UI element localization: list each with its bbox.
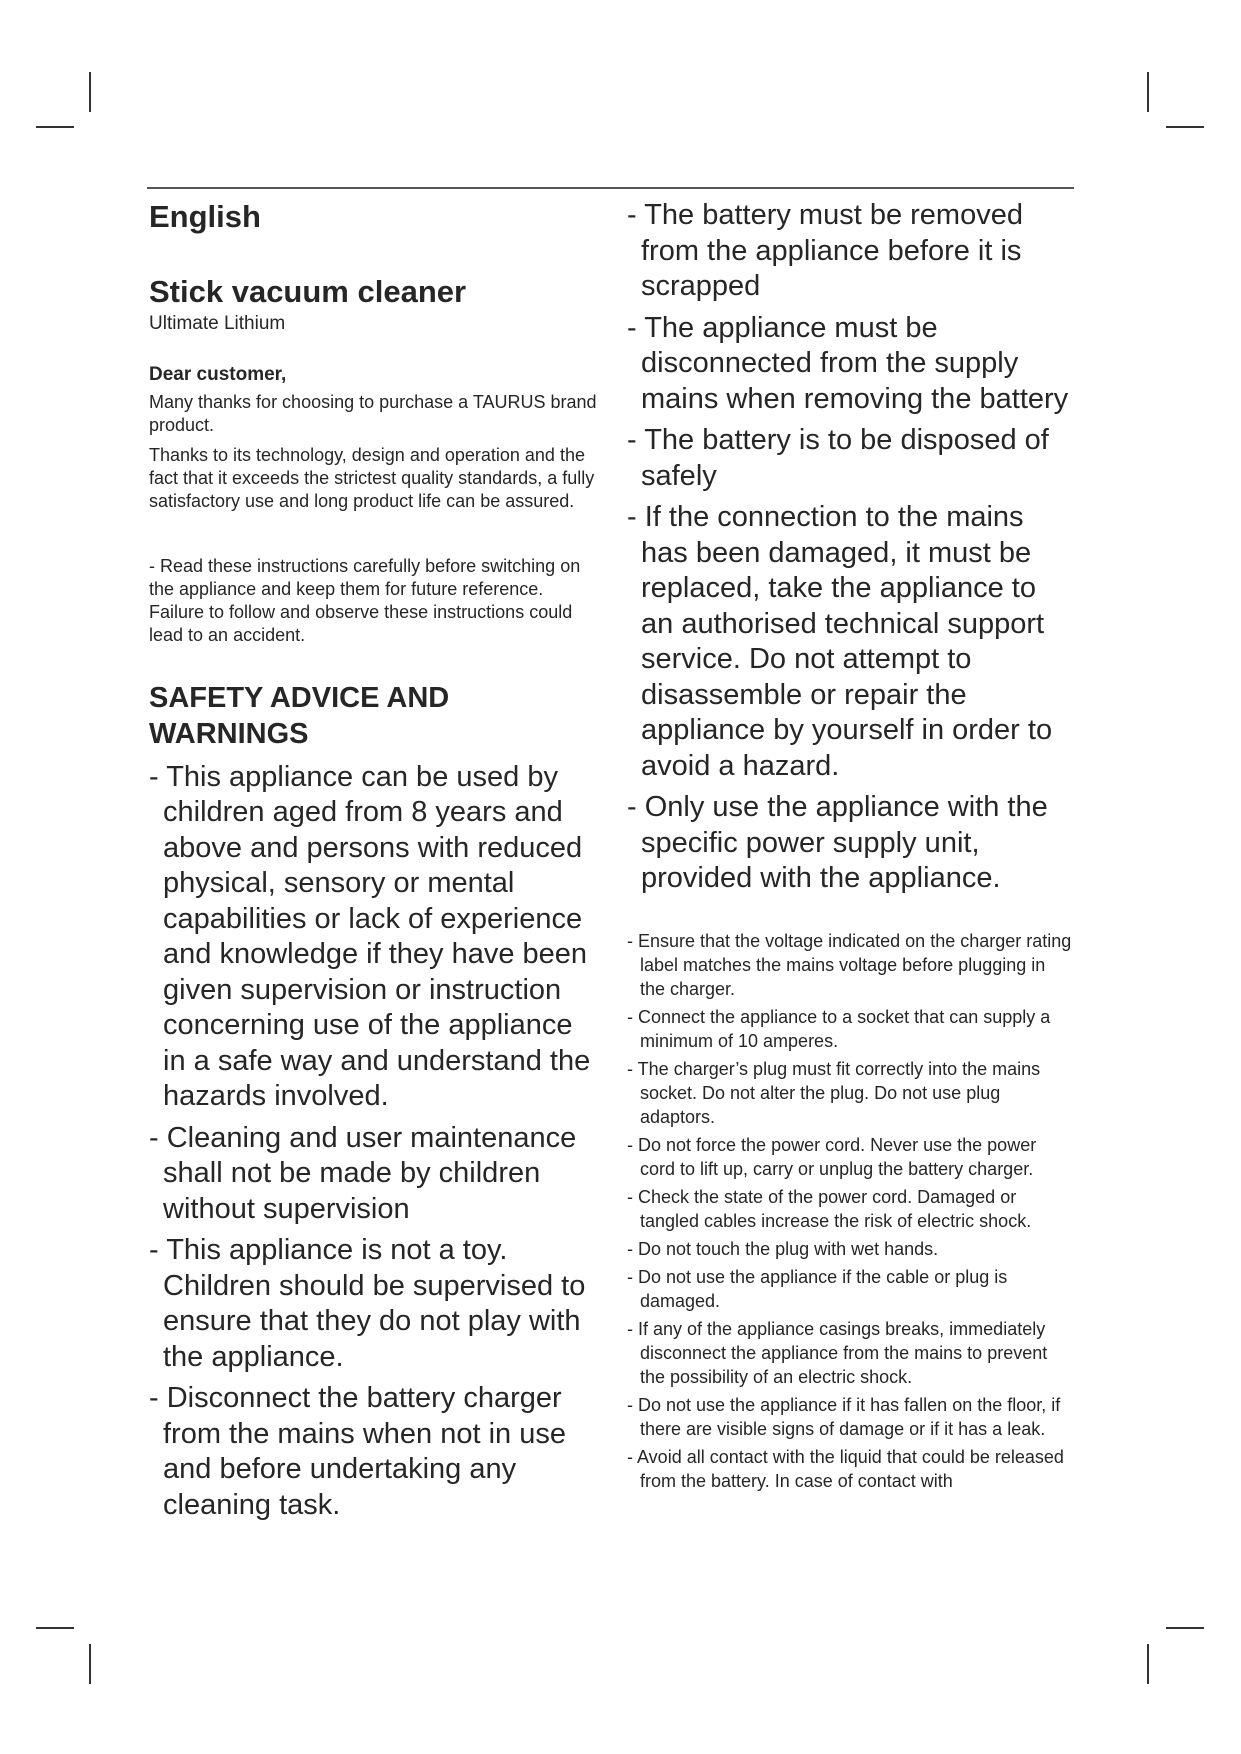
greeting: Dear customer, xyxy=(149,364,287,386)
warning-item: - The battery is to be disposed of safely xyxy=(627,424,1049,492)
left-warning-list xyxy=(149,760,601,1524)
crop-mark-bottom-right-horizontal xyxy=(1166,1627,1204,1629)
product-title: Stick vacuum cleaner xyxy=(149,274,467,310)
left-column xyxy=(149,198,601,1529)
crop-mark-top-left-vertical xyxy=(89,72,91,112)
warning-item-small: - The charger’s plug must fit correctly into the mains socket. Do not alter the plug. Do not use plug adaptors. xyxy=(627,1058,1041,1127)
crop-mark-bottom-left-vertical xyxy=(89,1644,91,1684)
warning-item-small: - Do not use the appliance if the cable or plug is damaged. xyxy=(627,1266,1008,1311)
header-rule xyxy=(147,187,1074,189)
warning-item-small: - Avoid all contact with the liquid that could be released from the battery. In case of contact with xyxy=(627,1446,1064,1491)
warning-item-small: - Ensure that the voltage indicated on the charger rating label matches the mains voltage before plugging in the charger. xyxy=(627,930,1072,999)
right-warning-list-large xyxy=(627,198,1075,897)
intro-paragraph: Many thanks for choosing to purchase a TAURUS brand product. xyxy=(149,391,597,435)
crop-mark-bottom-right-vertical xyxy=(1147,1644,1149,1684)
right-column xyxy=(627,198,1075,1497)
warning-item: - Cleaning and user maintenance shall not be made by children without supervision xyxy=(149,1121,577,1225)
warning-item-small: - Do not use the appliance if it has fallen on the floor, if there are visible signs of damage or if it has a leak. xyxy=(627,1394,1061,1439)
warning-item: - This appliance can be used by children aged from 8 years and above and persons with reduced physical, sensory or mental capabilities or lack of experience and knowledge if they have been given supervision or instruction concerning use of the appliance in a safe way and understand the hazards involved. xyxy=(149,760,591,1113)
intro-note: - Read these instructions carefully before switching on the appliance and keep them for future reference. Failure to follow and observe these instructions could lead to an accident. xyxy=(149,556,581,646)
model-name: Ultimate Lithium xyxy=(149,313,286,335)
warning-item: - The battery must be removed from the appliance before it is scrapped xyxy=(627,199,1023,302)
right-warning-list-small xyxy=(627,929,1075,1493)
warning-item: - Disconnect the battery charger from the mains when not in use and before undertaking any cleaning task. xyxy=(149,1382,566,1521)
warning-item: - This appliance is not a toy. Children should be supervised to ensure that they do not play with the appliance. xyxy=(149,1234,586,1373)
warning-item-small: - Do not touch the plug with wet hands. xyxy=(627,1238,939,1259)
crop-mark-top-right-vertical xyxy=(1147,72,1149,112)
warning-item-small: - If any of the appliance casings breaks, immediately disconnect the appliance from the mains to prevent the possibility of an electric shock. xyxy=(627,1318,1048,1387)
crop-mark-top-right-horizontal xyxy=(1166,126,1204,128)
warning-item-small: - Connect the appliance to a socket that can supply a minimum of 10 amperes. xyxy=(627,1006,1051,1051)
language-heading: English xyxy=(149,199,261,234)
crop-mark-bottom-left-horizontal xyxy=(36,1627,74,1629)
safety-heading: SAFETY ADVICE AND WARNINGS xyxy=(149,682,450,750)
warning-item: - The appliance must be disconnected from the supply mains when removing the battery xyxy=(627,311,1069,415)
crop-mark-top-left-horizontal xyxy=(36,126,74,128)
warning-item: - If the connection to the mains has been damaged, it must be replaced, take the appliance to an authorised technical support service. Do not attempt to disassemble or repair the appliance by yourself in order to avoid a hazard. xyxy=(627,501,1053,782)
warning-item-small: - Do not force the power cord. Never use the power cord to lift up, carry or unplug the battery charger. xyxy=(627,1134,1037,1179)
warning-item: - Only use the appliance with the specific power supply unit, provided with the appliance. xyxy=(627,791,1048,894)
warning-item-small: - Check the state of the power cord. Damaged or tangled cables increase the risk of electric shock. xyxy=(627,1186,1032,1231)
intro-paragraph: Thanks to its technology, design and operation and the fact that it exceeds the strictest quality standards, a fully satisfactory use and long product life can be assured. xyxy=(149,444,595,512)
